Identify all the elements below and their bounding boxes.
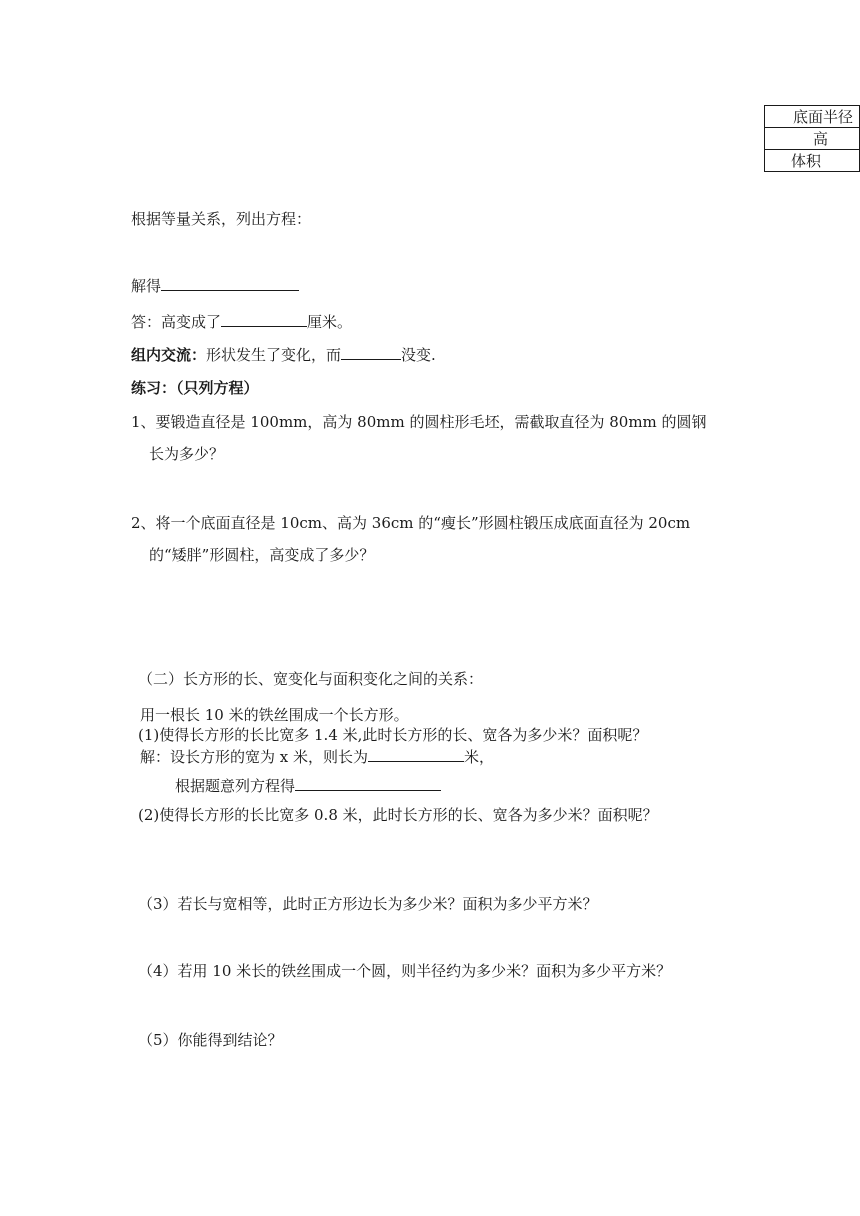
group-discussion-line bbox=[131, 344, 436, 365]
section-2-problem-1: (1)使得长方形的长比宽多 1.4 米,此时长方形的长、宽各为多少米？面积呢？ bbox=[138, 726, 648, 744]
section-2-solution-line bbox=[140, 746, 494, 767]
answer-blank bbox=[221, 312, 307, 327]
cylinder-comparison-table bbox=[764, 105, 860, 172]
equation-intro: 根据等量关系，列出方程： bbox=[131, 210, 312, 228]
answer-suffix: 厘米。 bbox=[307, 313, 353, 331]
section-2-problem-4: （4）若用 10 米长的铁丝围成一个圆，则半径约为多少米？面积为多少平方米？ bbox=[138, 962, 672, 980]
table-cell-volume: 体积 bbox=[765, 150, 860, 172]
solve-line bbox=[131, 275, 299, 296]
solve-blank bbox=[161, 276, 299, 291]
section-2-problem-2: (2)使得长方形的长比宽多 0.8 米，此时长方形的长、宽各为多少米？面积呢？ bbox=[138, 806, 658, 824]
answer-line bbox=[131, 311, 352, 332]
section-2-title: （二）长方形的长、宽变化与面积变化之间的关系： bbox=[138, 670, 484, 688]
solution-text-b: 米， bbox=[464, 748, 495, 766]
answer-prefix: 答：高变成了 bbox=[131, 313, 222, 331]
group-text-a: 形状发生了变化，而 bbox=[206, 346, 342, 364]
solution-text-a: 解：设长方形的宽为 x 米，则长为 bbox=[140, 748, 368, 766]
section-2-problem-5: （5）你能得到结论？ bbox=[138, 1031, 283, 1049]
question-1-line-1: 1、要锻造直径是 100mm，高为 80mm 的圆柱形毛坯，需截取直径为 80mm 的圆钢 bbox=[131, 413, 707, 431]
equation-blank bbox=[295, 776, 441, 791]
question-2-line-2: 的“矮胖”形圆柱，高变成了多少？ bbox=[149, 546, 375, 564]
table-cell-radius: 底面半径 bbox=[765, 106, 860, 128]
section-2-intro: 用一根长 10 米的铁丝围成一个长方形。 bbox=[140, 706, 409, 724]
group-text-b: 没变. bbox=[401, 346, 436, 364]
table-cell-height: 高 bbox=[765, 128, 860, 150]
section-2-equation-line bbox=[175, 775, 441, 796]
length-blank bbox=[368, 747, 464, 762]
section-2-problem-3: （3）若长与宽相等，此时正方形边长为多少米？面积为多少平方米？ bbox=[138, 895, 598, 913]
question-1-line-2: 长为多少？ bbox=[149, 445, 225, 463]
practice-title: 练习：（只列方程） bbox=[131, 379, 259, 397]
question-2-line-1: 2、将一个底面直径是 10cm、高为 36cm 的“瘦长”形圆柱锻压成底面直径为 20cm bbox=[131, 514, 691, 532]
group-label: 组内交流： bbox=[131, 346, 207, 364]
solve-label: 解得 bbox=[131, 277, 162, 295]
equation-label: 根据题意列方程得 bbox=[175, 777, 296, 795]
group-blank bbox=[341, 345, 401, 360]
